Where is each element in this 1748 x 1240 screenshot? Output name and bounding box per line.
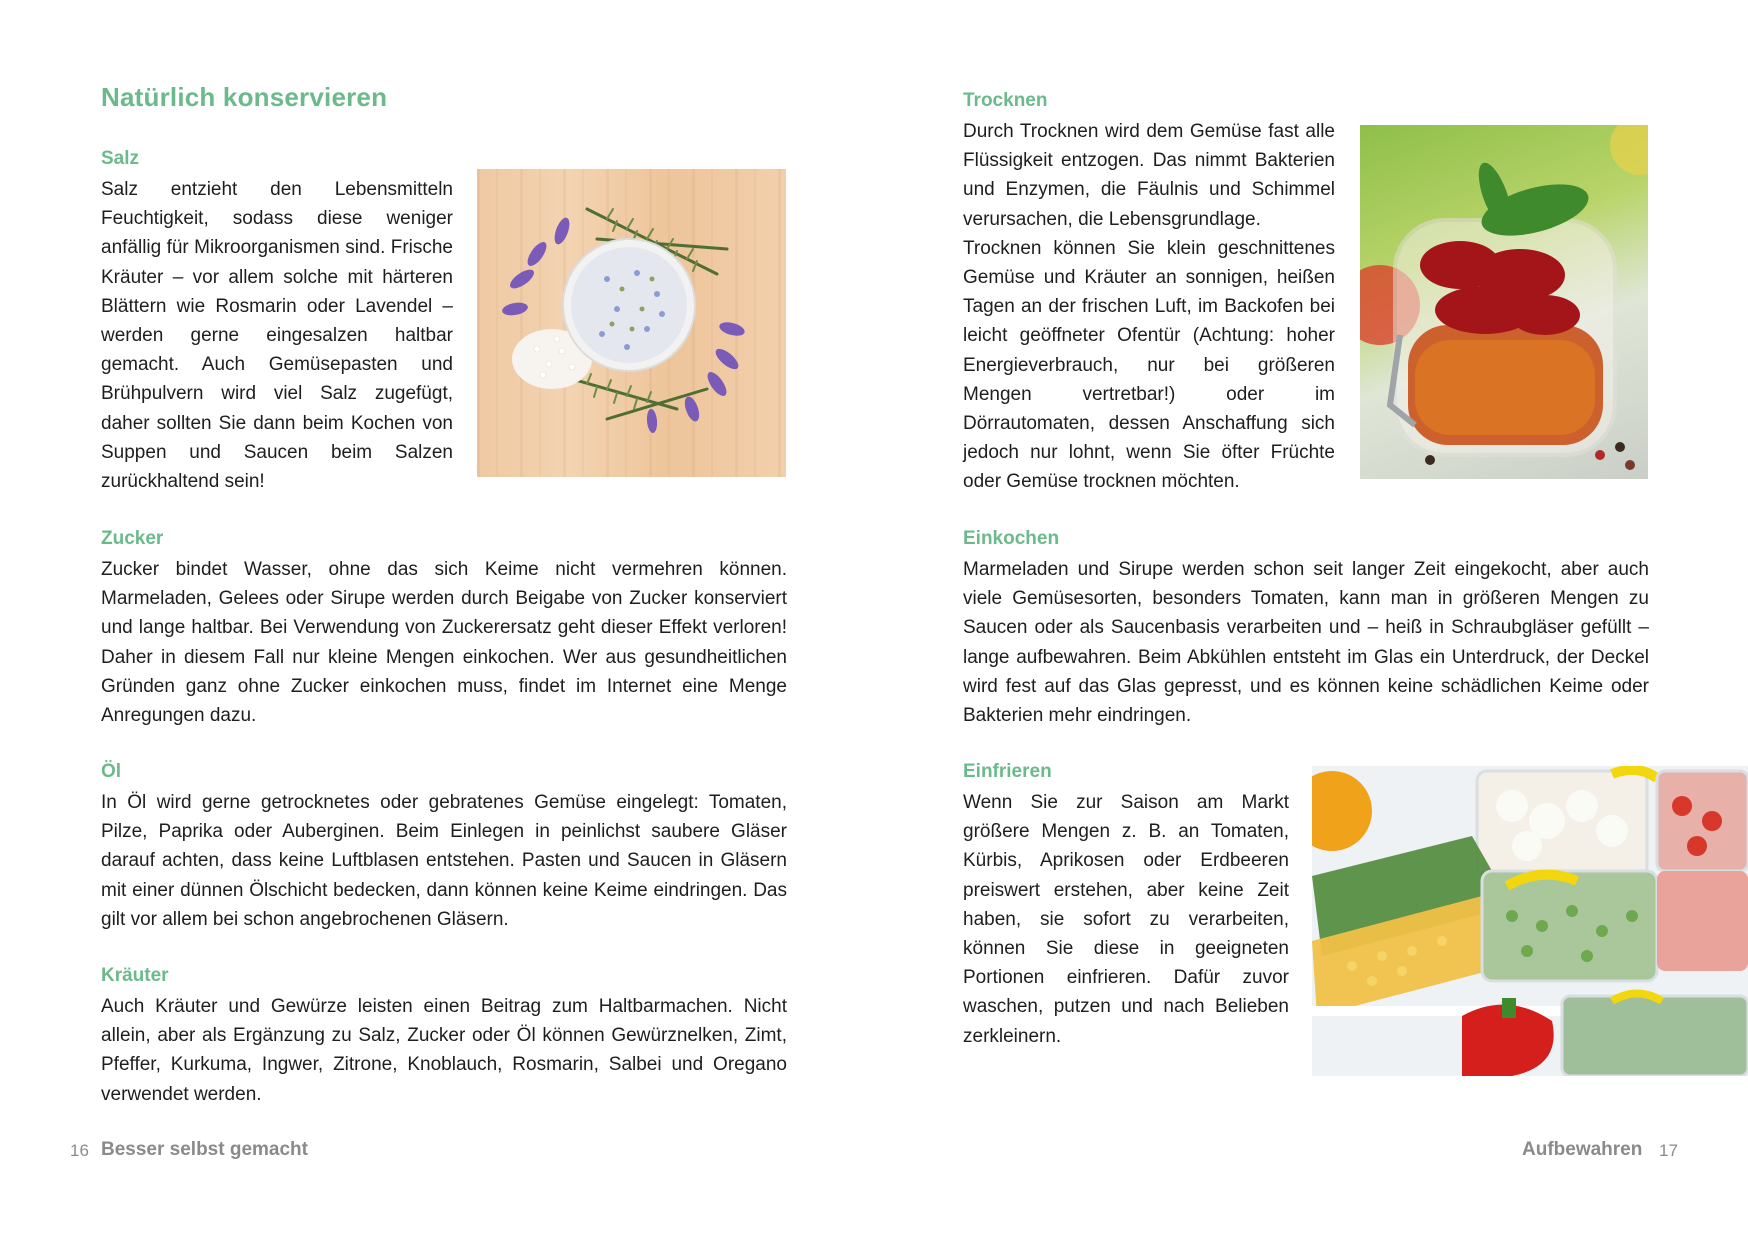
section-zucker <box>101 526 787 730</box>
section-trocknen <box>963 88 1335 497</box>
frozen-food-photo <box>1312 766 1748 1076</box>
salt-herbs-illustration <box>477 169 786 477</box>
section-text: Wenn Sie zur Saison am Markt größere Mengen z. B. an Tomaten, Kürbis, Aprikosen oder Erdbeeren preiswert erstehen, aber keine Zeit haben, sie sofort zu verarbeiten, können Sie diese in geeigneten Portionen einfrieren. Dafür zuvor waschen, putzen und nach Belieben zerkleinern. <box>963 792 1289 1047</box>
section-oel <box>101 759 787 934</box>
section-text: Marmeladen und Sirupe werden schon seit langer Zeit eingekocht, aber auch viele Gemüsesorten, besonders Tomaten, kann man in größeren Mengen zu Saucen oder als Saucenbasis verarbeiten und – heiß in Schraubgläser gefüllt – lange aufbewahren. Beim Abkühlen entsteht im Glas ein Unterdruck, der Deckel wird fest auf das Glas gepresst, und es können keine schädlichen Keime oder Bakterien mehr eindringen. <box>963 559 1649 727</box>
page-title: Natürlich konservieren <box>101 82 388 112</box>
section-text: Salz entzieht den Lebensmitteln Feuchtigkeit, sodass diese weniger anfällig für Mikroorganismen sind. Frische Kräuter – vor allem solche mit härteren Blättern wie Rosmarin oder Lavendel – werden gerne eingesalzen haltbar gemacht. Auch Gemüsepasten und Brühpulvern wird viel Salz zugefügt, daher sollten Sie dann beim Kochen von Suppen und Saucen beim Salzen zurückhaltend sein! <box>101 179 453 493</box>
section-heading: Kräuter <box>101 965 169 986</box>
section-text: Durch Trocknen wird dem Gemüse fast alle Flüssigkeit entzogen. Das nimmt Bakterien und Enzymen, die Fäulnis und Schimmel verursachen, die Lebensgrundlage. <box>963 121 1335 230</box>
section-einfrieren <box>963 759 1289 1051</box>
section-einkochen <box>963 526 1649 730</box>
freezer-illustration <box>1312 766 1748 1076</box>
page-number: 16 <box>70 1141 89 1160</box>
salt-herbs-photo <box>477 169 786 477</box>
section-heading: Öl <box>101 761 122 782</box>
section-heading: Einkochen <box>963 528 1060 549</box>
section-kraeuter <box>101 963 787 1109</box>
section-salz <box>101 146 453 496</box>
running-title: Besser selbst gemacht <box>101 1139 308 1160</box>
section-heading: Salz <box>101 148 140 169</box>
section-text: Zucker bindet Wasser, ohne das sich Keime nicht vermehren können. Marmeladen, Gelees oder Sirupe werden durch Beigabe von Zucker konserviert und lange haltbar. Bei Verwendung von Zuckerersatz geht dieser Effekt verloren! Daher in diesem Fall nur kleine Mengen einkochen. Wer aus gesundheitlichen Gründen ganz ohne Zucker einkochen muss, findet im Internet eine Menge Anregungen dazu. <box>101 559 787 727</box>
section-heading: Einfrieren <box>963 761 1052 782</box>
section-text: In Öl wird gerne getrocknetes oder gebratenes Gemüse eingelegt: Tomaten, Pilze, Paprika oder Auberginen. Beim Einlegen in peinlichst saubere Gläser darauf achten, dass keine Luftblasen entstehen. Pasten und Saucen in Gläsern mit einer dünnen Ölschicht bedecken, dann können keine Keime eindringen. Das gilt vor allem bei schon angebrochenen Gläsern. <box>101 792 787 930</box>
running-title: Aufbewahren <box>1522 1139 1643 1160</box>
page-number: 17 <box>1659 1141 1678 1160</box>
dried-tomatoes-jar-photo <box>1360 125 1648 479</box>
section-heading: Zucker <box>101 528 164 549</box>
section-heading: Trocknen <box>963 90 1048 111</box>
section-text-continued: Trocknen können Sie klein geschnittenes Gemüse und Kräuter an sonnigen, heißen Tagen an der frischen Luft, im Backofen bei leicht geöffneter Ofentür (Achtung: hoher Energieverbrauch, nur bei größeren Mengen vertretbar!) oder im Dörrautomaten, dessen Anschaffung sich jedoch nur lohnt, wenn Sie öfter Früchte oder Gemüse trocknen möchten. <box>963 237 1335 493</box>
jar-illustration <box>1360 125 1648 479</box>
section-text: Auch Kräuter und Gewürze leisten einen Beitrag zum Haltbarmachen. Nicht allein, aber als Ergänzung zu Salz, Zucker oder Öl können Gewürznelken, Zimt, Pfeffer, Kurkuma, Ingwer, Zitrone, Knoblauch, Rosmarin, Salbei und Oregano verwendet werden. <box>101 996 787 1105</box>
